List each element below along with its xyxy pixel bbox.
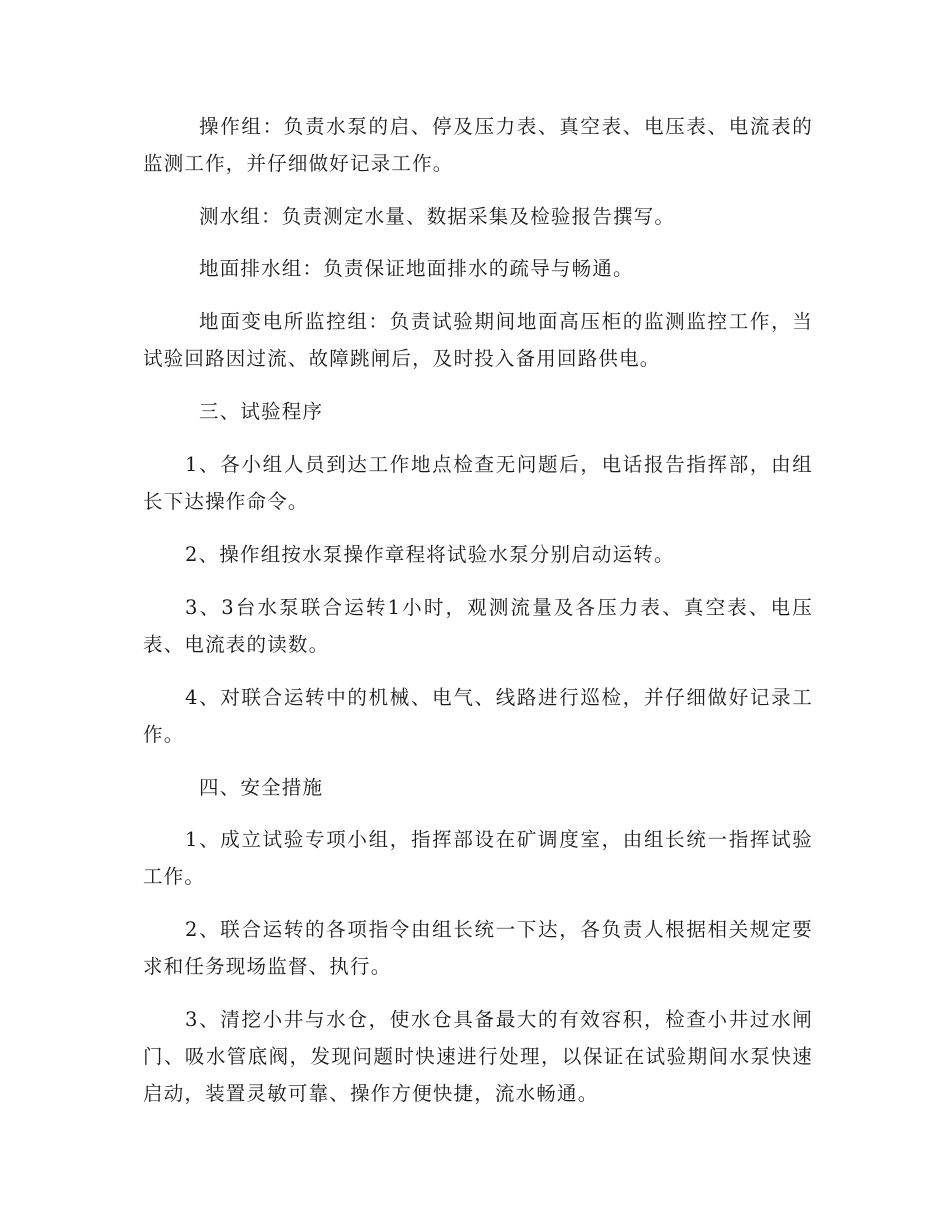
safety-measure-3: 3、清挖小井与水仓，使水仓具备最大的有效容积，检查小井过水闸门、吸水管底阀，发现问题时快速进行处理，以保证在试验期间水泵快速启动，装置灵敏可靠、操作方便快捷，流水畅通。 [143,1008,813,1105]
paragraph-substation-monitoring-group: 地面变电所监控组：负责试验期间地面高压柜的监测监控工作，当试验回路因过流、故障跳闸后，及时投入备用回路供电。 [143,310,813,370]
safety-measure-1: 1、成立试验专项小组，指挥部设在矿调度室，由组长统一指挥试验工作。 [143,828,813,888]
safety-measure-2: 2、联合运转的各项指令由组长统一下达，各负责人根据相关规定要求和任务现场监督、执行。 [143,918,813,978]
paragraph-ground-drainage-group: 地面排水组：负责保证地面排水的疏导与畅通。 [199,257,634,280]
procedure-step-1: 1、各小组人员到达工作地点检查无问题后，电话报告指挥部，由组长下达操作命令。 [143,453,813,513]
section-heading-test-procedure: 三、试验程序 [199,400,324,423]
paragraph-operation-group: 操作组：负责水泵的启、停及压力表、真空表、电压表、电流表的监测工作，并仔细做好记录工作。 [143,115,813,175]
procedure-step-2: 2、操作组按水泵操作章程将试验水泵分别启动运转。 [185,543,675,566]
procedure-step-4: 4、对联合运转中的机械、电气、线路进行巡检，并仔细做好记录工作。 [143,686,813,746]
section-heading-safety-measures: 四、安全措施 [199,776,324,799]
procedure-step-3: 3、3台水泵联合运转1小时，观测流量及各压力表、真空表、电压表、电流表的读数。 [143,596,813,656]
paragraph-water-measurement-group: 测水组：负责测定水量、数据采集及检验报告撰写。 [199,205,676,228]
